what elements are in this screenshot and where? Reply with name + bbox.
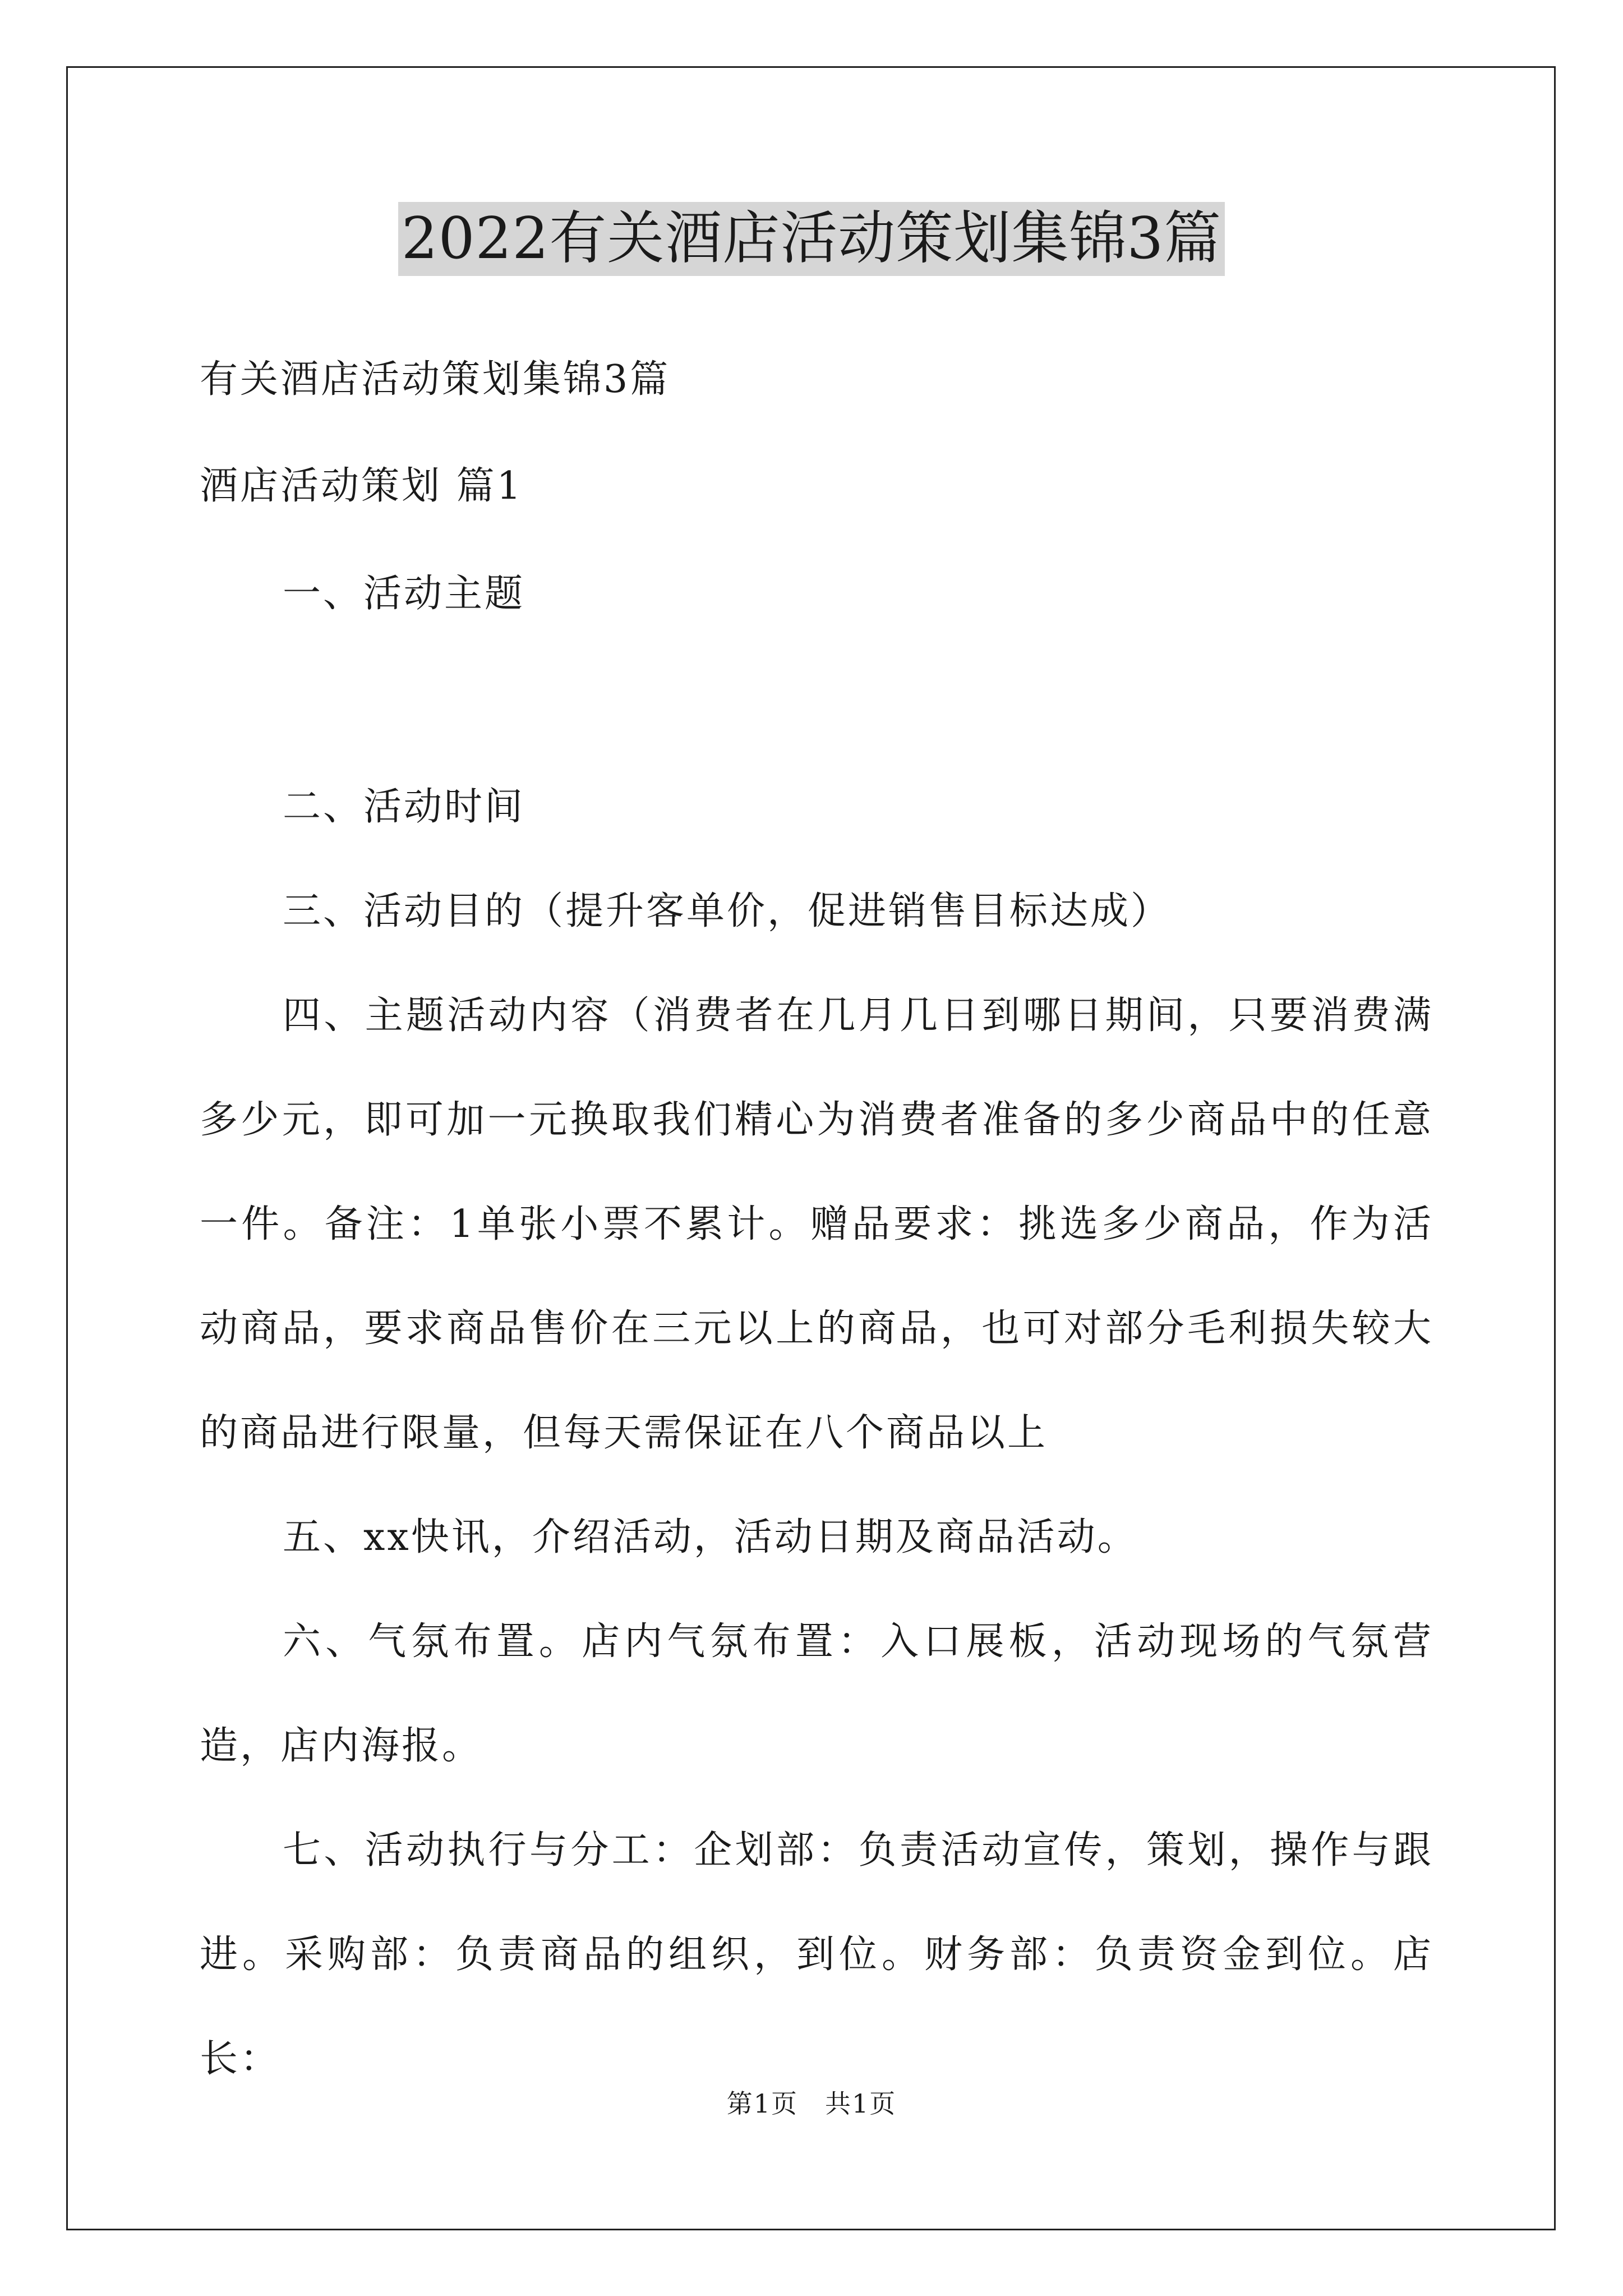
list-item: 七、活动执行与分工：企划部：负责活动宣传，策划，操作与跟进。采购部：负责商品的组织，到位。财务部：负责资金到位。店长： bbox=[200, 1828, 1433, 2081]
list-item: 五、xx快讯，介绍活动，活动日期及商品活动。 bbox=[283, 1515, 1138, 1559]
document-title: 2022有关酒店活动策划集锦3篇 bbox=[398, 202, 1225, 276]
title-block bbox=[0, 202, 1623, 276]
list-item: 一、活动主题 bbox=[283, 572, 525, 616]
list-item: 六、气氛布置。店内气氛布置：入口展板，活动现场的气氛营造，店内海报。 bbox=[200, 1619, 1433, 1768]
page-footer: 第1页 共1页 bbox=[726, 2088, 897, 2119]
list-item: 二、活动时间 bbox=[283, 785, 525, 829]
document-subtitle: 有关酒店活动策划集锦3篇 bbox=[200, 357, 671, 402]
list-item: 四、主题活动内容（消费者在几月几日到哪日期间，只要消费满多少元，即可加一元换取我们精心为消费者准备的多少商品中的任意一件。备注：1单张小票不累计。赠品要求：挑选多少商品，作为活动商品，要求商品售价在三元以上的商品，也可对部分毛利损失较大的商品进行限量，但每天需保证在八个商品以上 bbox=[200, 993, 1433, 1455]
section-heading: 酒店活动策划 篇1 bbox=[200, 464, 523, 508]
list-item: 三、活动目的（提升客单价，促进销售目标达成） bbox=[283, 889, 1172, 933]
